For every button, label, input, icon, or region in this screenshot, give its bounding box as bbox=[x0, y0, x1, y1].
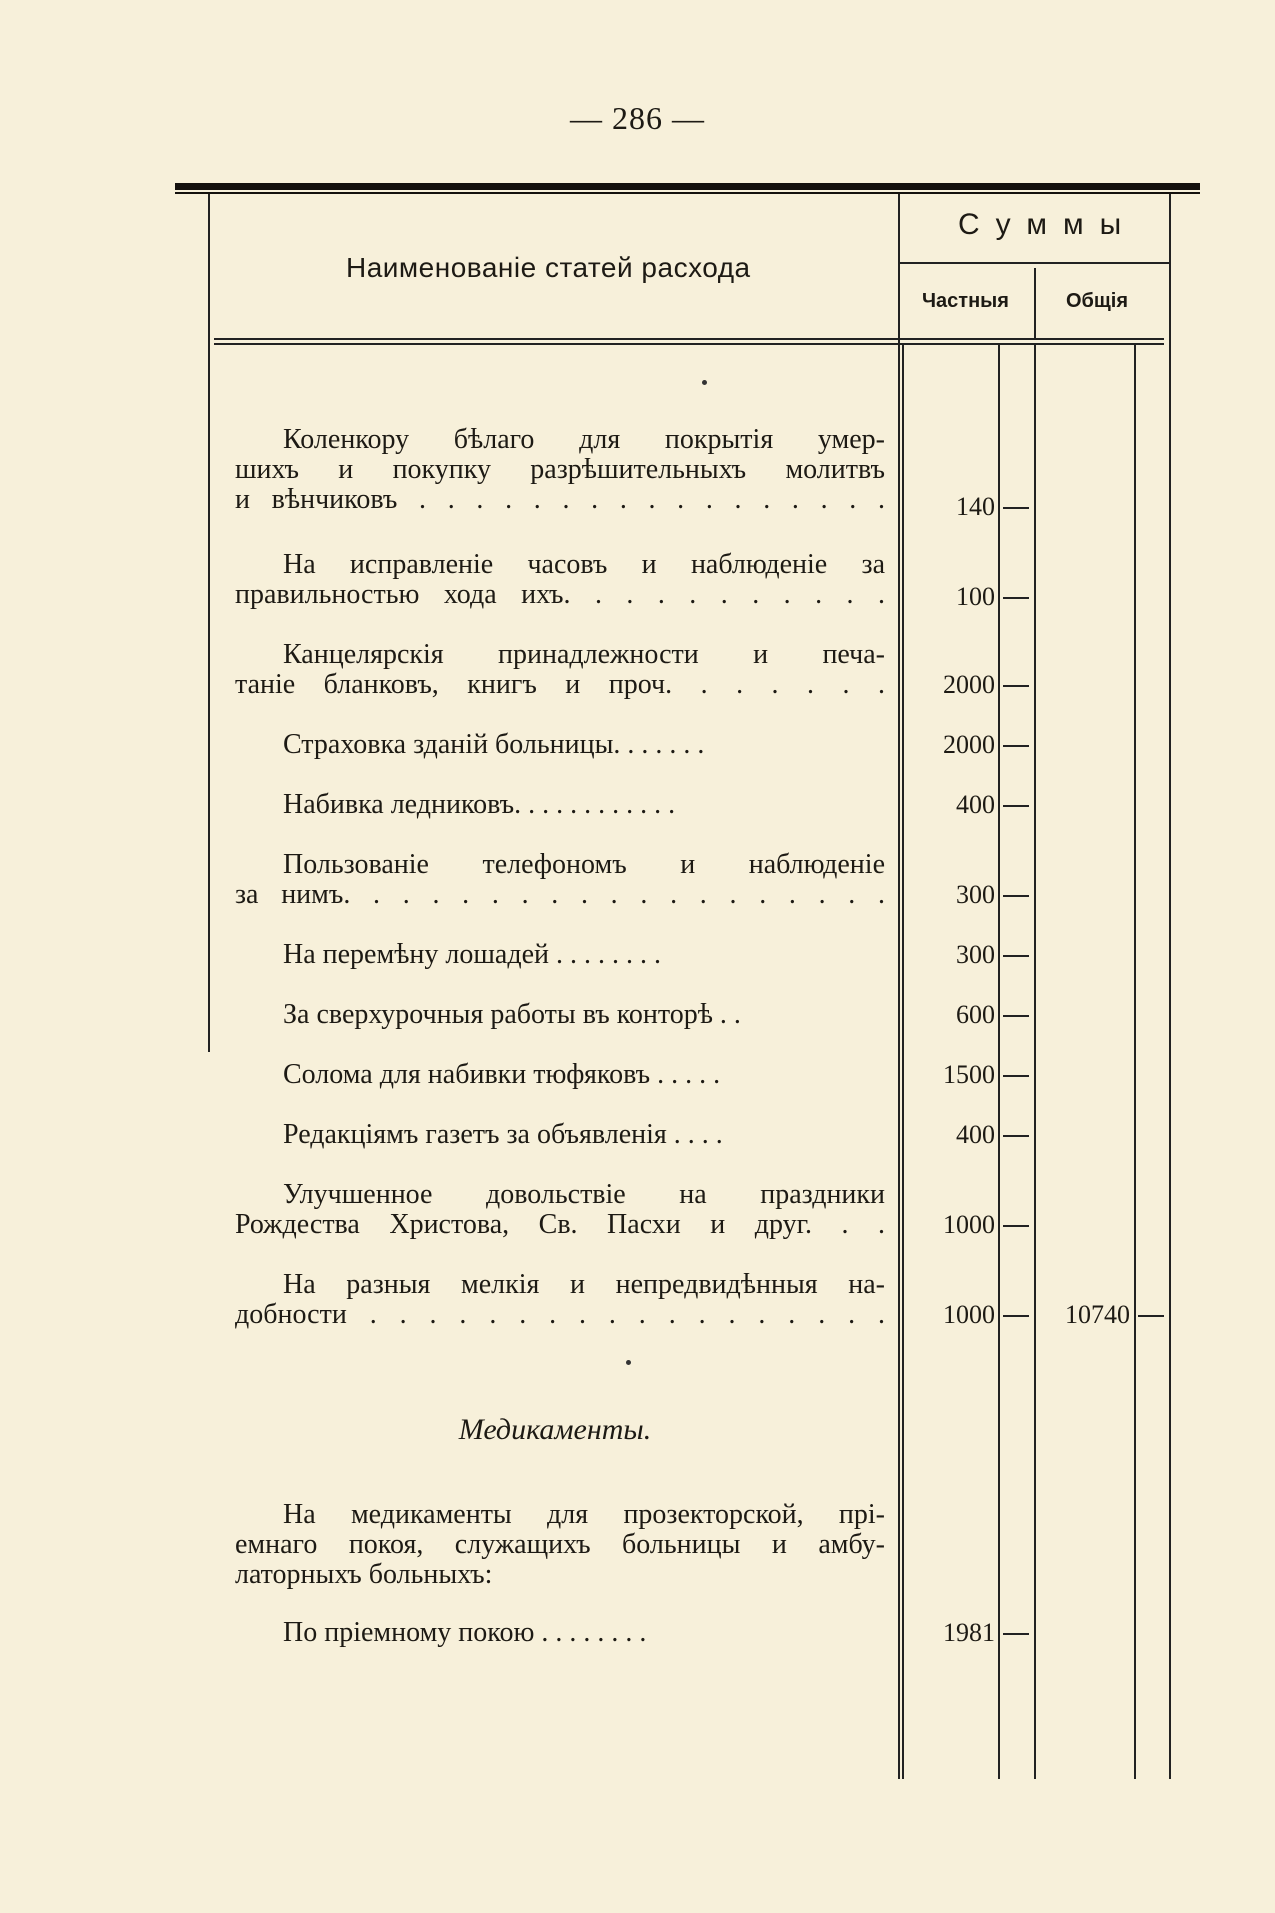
table-right-border bbox=[1169, 194, 1171, 1779]
section-title-medications: Медикаменты. bbox=[458, 1413, 652, 1446]
entry-overtime bbox=[235, 1000, 885, 1030]
entry-line: На медикаменты для прозекторской, прі- bbox=[283, 1499, 885, 1530]
sums-header-rule bbox=[898, 262, 1169, 264]
entry-newspapers bbox=[235, 1120, 885, 1150]
entry-line: По пріемному покою . . . . . . . . bbox=[283, 1617, 647, 1648]
stray-dot bbox=[626, 1360, 631, 1365]
entry-line: За сверхурочныя работы въ конторѣ . . bbox=[283, 999, 741, 1030]
amount: 400 bbox=[956, 1120, 995, 1149]
kopeck-dash bbox=[1003, 1015, 1029, 1017]
amount: 1000 bbox=[943, 1300, 995, 1329]
header-bottom-rule-2 bbox=[214, 343, 1164, 345]
header-total: Общія bbox=[1066, 290, 1129, 312]
kopeck-dash bbox=[1003, 1315, 1029, 1317]
amount: 600 bbox=[956, 1000, 995, 1029]
entry-line: правильностью хода ихъ. . . . . . . . . . . bbox=[235, 579, 885, 610]
kopeck-dash bbox=[1003, 1075, 1029, 1077]
entry-line: латорныхъ больныхъ: bbox=[235, 1559, 493, 1590]
column-private-left bbox=[902, 345, 904, 1779]
table-left-border bbox=[208, 194, 210, 1052]
entry-straw bbox=[235, 1060, 885, 1090]
top-rule-thin bbox=[175, 192, 1200, 194]
amount: 300 bbox=[956, 880, 995, 909]
entry-line: Рождества Христова, Св. Пасхи и друг. . . bbox=[235, 1209, 885, 1240]
entry-line: Солома для набивки тюфяковъ . . . . . bbox=[283, 1059, 721, 1090]
amount: 1981 bbox=[943, 1618, 995, 1647]
entry-reception-room bbox=[235, 1618, 885, 1648]
entry-line: Редакціямъ газетъ за объявленія . . . . bbox=[283, 1119, 723, 1150]
entry-line: На перемѣну лошадей . . . . . . . . bbox=[283, 939, 662, 970]
column-divider-name bbox=[898, 194, 900, 1779]
entry-line: таніе бланковъ, книгъ и проч. . . . . . . bbox=[235, 669, 885, 700]
kopeck-dash bbox=[1003, 685, 1029, 687]
entry-line: На исправленіе часовъ и наблюденіе за bbox=[283, 549, 885, 580]
entry-line: Канцелярскія принадлежности и печа- bbox=[283, 639, 885, 670]
total-amount: 10740 bbox=[1065, 1300, 1130, 1329]
entry-line: Набивка ледниковъ. . . . . . . . . . . . bbox=[283, 789, 676, 820]
entry-medications-intro bbox=[235, 1500, 885, 1590]
entry-misc-needs bbox=[235, 1270, 885, 1330]
amount: 1500 bbox=[943, 1060, 995, 1089]
header-name-column: Наименованіе статей расхода bbox=[346, 252, 751, 283]
stray-dot bbox=[702, 380, 707, 385]
entry-line: Страховка зданій больницы. . . . . . . bbox=[283, 729, 705, 760]
entry-line: за нимъ. . . . . . . . . . . . . . . . . . . bbox=[235, 879, 885, 910]
total-kopeck-dash bbox=[1138, 1315, 1164, 1317]
entry-ice-cellars bbox=[235, 790, 885, 820]
entry-clocks bbox=[235, 550, 885, 610]
column-total-left bbox=[1034, 345, 1036, 1779]
amount: 100 bbox=[956, 582, 995, 611]
entry-horses bbox=[235, 940, 885, 970]
entry-insurance bbox=[235, 730, 885, 760]
amount: 2000 bbox=[943, 730, 995, 759]
entry-line: шихъ и покупку разрѣшительныхъ молитвъ bbox=[235, 454, 885, 485]
entry-line: добности . . . . . . . . . . . . . . . . . . bbox=[235, 1299, 885, 1330]
header-sums: Суммы bbox=[958, 208, 1138, 241]
entry-line: Коленкору бѣлаго для покрытія умер- bbox=[283, 424, 885, 455]
kopeck-dash bbox=[1003, 1135, 1029, 1137]
entry-line: и вѣнчиковъ . . . . . . . . . . . . . . . . . bbox=[235, 484, 885, 515]
entry-line: Улучшенное довольствіе на праздники bbox=[283, 1179, 885, 1210]
top-rule bbox=[175, 183, 1200, 190]
kopeck-dash bbox=[1003, 597, 1029, 599]
entry-holiday-rations bbox=[235, 1180, 885, 1240]
amount: 2000 bbox=[943, 670, 995, 699]
kopeck-dash bbox=[1003, 805, 1029, 807]
entry-calico bbox=[235, 425, 885, 515]
column-private-kopeck bbox=[998, 345, 1000, 1779]
header-private: Частныя bbox=[922, 290, 1009, 312]
amount: 1000 bbox=[943, 1210, 995, 1239]
kopeck-dash bbox=[1003, 955, 1029, 957]
entry-office-supplies bbox=[235, 640, 885, 700]
amount: 400 bbox=[956, 790, 995, 819]
kopeck-dash bbox=[1003, 507, 1029, 509]
entry-line: На разныя мелкія и непредвидѣнныя на- bbox=[283, 1269, 885, 1300]
amount: 140 bbox=[956, 492, 995, 521]
column-total-kopeck bbox=[1134, 345, 1136, 1779]
entry-line: Пользованіе телефономъ и наблюденіе bbox=[283, 849, 885, 880]
kopeck-dash bbox=[1003, 745, 1029, 747]
header-bottom-rule bbox=[214, 338, 1164, 340]
entry-telephone bbox=[235, 850, 885, 910]
kopeck-dash bbox=[1003, 1225, 1029, 1227]
kopeck-dash bbox=[1003, 1633, 1029, 1635]
page-number: — 286 — bbox=[570, 100, 705, 136]
sums-subheader-divider bbox=[1034, 268, 1036, 338]
entry-line: емнаго покоя, служащихъ больницы и амбу- bbox=[235, 1529, 885, 1560]
amount: 300 bbox=[956, 940, 995, 969]
kopeck-dash bbox=[1003, 895, 1029, 897]
